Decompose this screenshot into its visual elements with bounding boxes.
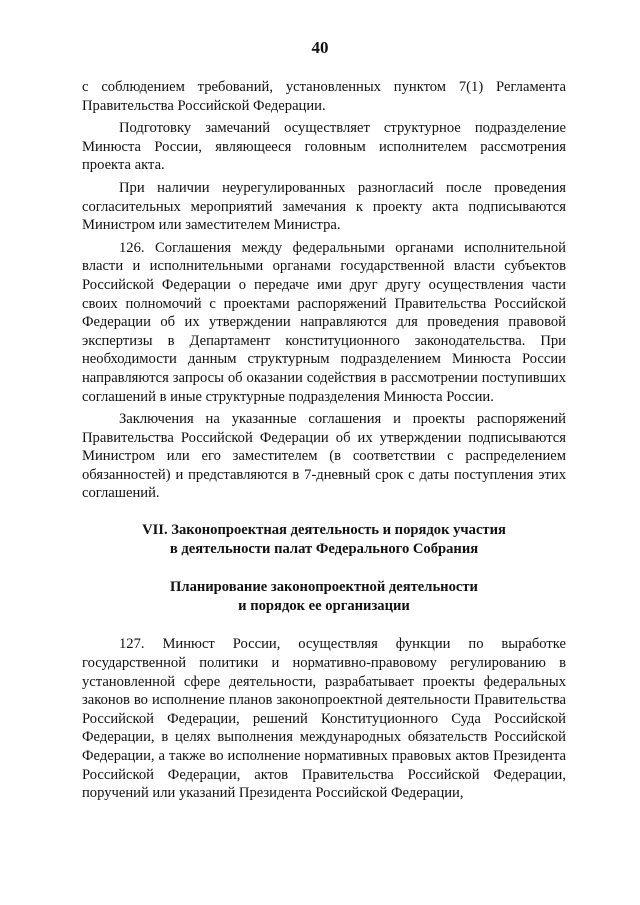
document-body <box>82 78 566 803</box>
page-number: 40 <box>311 38 329 57</box>
paragraph-127: 127. Минюст России, осуществляя функции по выработке государственной политики и нормативно-правовому регулированию в установленной сфере деятельности, разрабатывает проекты федеральных законов во исполнение планов законопроектной деятельности Правительства Российской Федерации, решений Конституционного Суда Российской Федерации, в целях выполнения международных обязательств Российской Федерации, а также во исполнение нормативных правовых актов Президента Российской Федерации, актов Правительства Российской Федерации, поручений или указаний Президента Российской Федерации, <box>82 636 566 802</box>
paragraph-continuation: с соблюдением требований, установленных пунктом 7(1) Регламента Правительства Российской Федерации. <box>82 79 566 114</box>
chapter-heading <box>82 521 566 558</box>
chapter-heading-line-2: в деятельности палат Федерального Собрания <box>169 540 479 557</box>
section-heading-line-2: и порядок ее организации <box>238 597 410 614</box>
paragraph-conclusions: Заключения на указанные соглашения и проекты распоряжений Правительства Российской Федерации об их утверждении подписываются Министром или его заместителем (в соответствии с распределением обязанностей) и представляются в 7-дневный срок с даты поступления этих соглашений. <box>82 411 566 502</box>
paragraph-remarks-preparation: Подготовку замечаний осуществляет структурное подразделение Минюста России, являющееся головным исполнителем рассмотрения проекта акта. <box>82 120 566 174</box>
section-heading-line-1: Планирование законопроектной деятельности <box>170 579 478 596</box>
section-heading <box>82 578 566 615</box>
chapter-heading-line-1: VII. Законопроектная деятельность и порядок участия <box>142 522 506 539</box>
paragraph-disagreements: При наличии неурегулированных разногласий после проведения согласительных мероприятий замечания к проекту акта подписываются Министром или заместителем Министра. <box>82 179 566 234</box>
paragraph-126: 126. Соглашения между федеральными органами исполнительной власти и исполнительными органами государственной власти субъектов Российской Федерации о передаче ими друг другу осуществления части своих полномочий с проектами распоряжений Правительства Российской Федерации об их утверждении направляются для проведения правовой экспертизы в Департамент конституционного законодательства. При необходимости данным структурным подразделением Минюста России направляются запросы об оказании содействия в рассмотрении поступивших соглашений в иные структурные подразделения Минюста России. <box>82 239 566 405</box>
